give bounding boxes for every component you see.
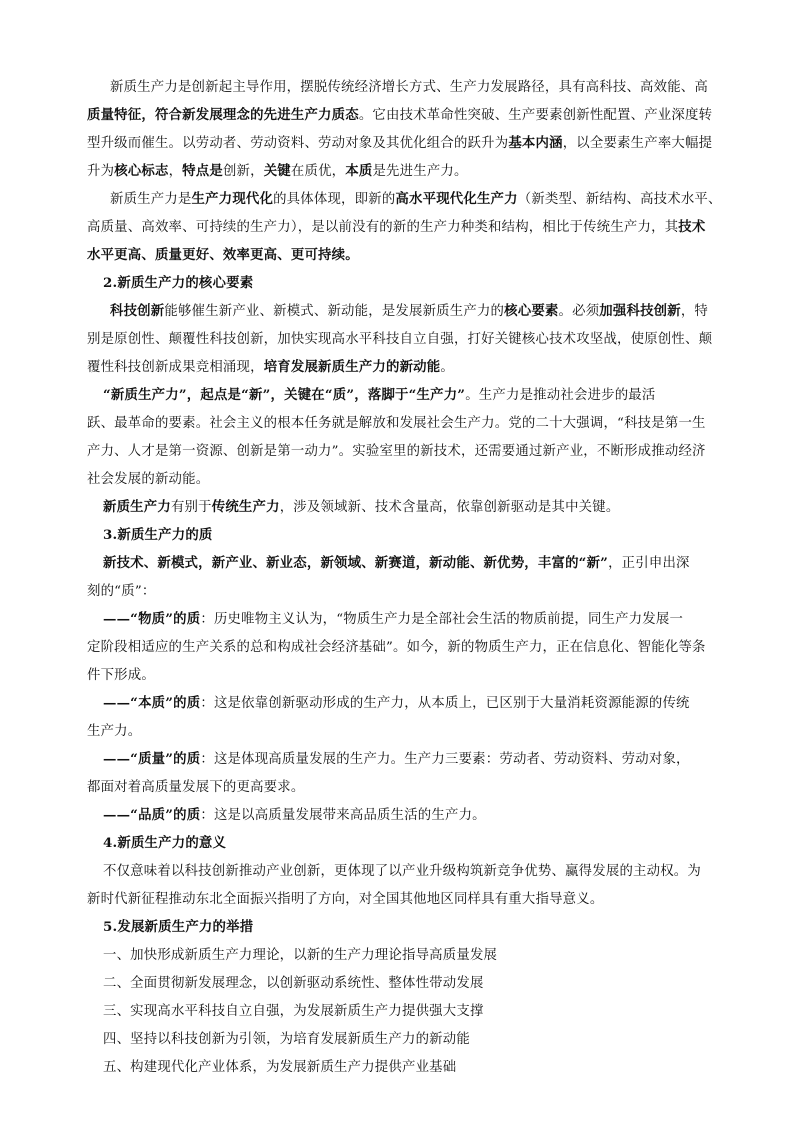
- text-run: 升为: [87, 164, 115, 179]
- bold-text: 科技创新: [110, 303, 165, 319]
- text-run: ：这是依靠创新驱动形成的生产力，从本质上，已区别于大量消耗资源能源的传统: [200, 696, 690, 711]
- text-run: 新时代新征程推动东北全面振兴指明了方向，对全国其他地区同样具有重大指导意义。: [87, 892, 604, 907]
- text-line: [110, 76, 708, 95]
- text-run: 覆性科技创新成果竞相涌现，: [87, 360, 264, 375]
- bold-text: 培育发展新质生产力的新动能: [263, 359, 441, 375]
- text-line: [103, 608, 683, 627]
- text-run: 创新，: [222, 164, 264, 179]
- text-line: [87, 356, 454, 375]
- text-run: 定阶段相适应的生产关系的总和构成社会经济基础”。如今，新的物质生产力，正在信息化、智能化等条: [87, 640, 706, 655]
- text-line: [87, 664, 155, 683]
- list-item: 四、坚持以科技创新为引领，为培育发展新质生产力的新动能: [103, 1032, 470, 1047]
- text-run: 型升级而催生。以劳动者、劳动资料、劳动对象及其优化组合的跃升为: [87, 136, 509, 151]
- bold-text: 特点是: [182, 163, 223, 179]
- bold-text: 传统生产力: [211, 499, 280, 515]
- text-line: [110, 300, 708, 319]
- text-line: [87, 440, 706, 459]
- text-line: [87, 580, 155, 599]
- bold-text: 质量特征，符合新发展理念的先进生产力质态: [87, 107, 359, 123]
- text-run: 跃、最革命的要素。社会主义的根本任务就是解放和发展社会生产力。党的二十大强调，“科技是第一生: [87, 416, 706, 431]
- text-line: [103, 692, 690, 711]
- text-run: 。它由技术革命性突破、生产要素创新性配置、产业深度转: [358, 108, 713, 123]
- text-run: 能够催生新产业、新模式、新动能，是发展新质生产力的: [164, 304, 505, 319]
- bold-text: ——“品质”的质: [103, 807, 201, 823]
- text-run: 的具体体现，即新的: [273, 192, 396, 207]
- bold-text: 高水平现代化生产力: [395, 191, 518, 207]
- text-run: （新类型、新结构、高技术水平、: [517, 192, 722, 207]
- text-line: [87, 132, 712, 151]
- bold-text: 加强科技创新: [599, 303, 681, 319]
- text-run: 是先进生产力。: [372, 164, 468, 179]
- text-run: 社会发展的新动能。: [87, 472, 210, 487]
- text-run: 不仅意味着以科技创新推动产业创新，更体现了以产业升级构筑新竞争优势、赢得发展的主动权。为: [103, 864, 701, 879]
- paragraph-grade-quality: [103, 804, 486, 823]
- bold-text: 基本内涵: [508, 135, 563, 151]
- text-run: 别是原创性、颠覆性科技创新，加快实现高水平科技自立自强，打好关键核心技术攻坚战，使原创性、颠: [87, 332, 713, 347]
- bold-text: “新质生产力”，起点是“新”，关键在“质”，落脚于“生产力”: [103, 387, 466, 403]
- bold-text: 关键: [263, 163, 291, 179]
- text-run: 生产力。: [87, 724, 142, 739]
- section-heading-4: 4.新质生产力的意义: [103, 835, 227, 851]
- text-run: 。必须: [558, 304, 600, 319]
- text-run: ，: [168, 164, 183, 179]
- text-run: ，正引申出深: [608, 556, 690, 571]
- text-line: [87, 468, 209, 487]
- list-item: 二、全面贯彻新发展理念，以创新驱动系统性、整体性带动发展: [103, 976, 484, 991]
- text-line: [87, 636, 706, 655]
- text-run: 件下形成。: [87, 668, 155, 683]
- section-heading-2: 2.新质生产力的核心要素: [103, 275, 254, 291]
- text-line: [87, 328, 712, 347]
- bold-text: ——“本质”的质: [103, 695, 201, 711]
- text-run: 。: [440, 360, 454, 375]
- text-run: 在质优，: [290, 164, 346, 179]
- text-run: 新质生产力是: [110, 192, 192, 207]
- paragraph-traditional-contrast: [103, 496, 619, 515]
- text-run: 都面对着高质量发展下的更高要求。: [87, 780, 305, 795]
- text-line: [103, 384, 656, 403]
- text-run: 。生产力是推动社会进步的最活: [465, 388, 656, 403]
- text-line: [87, 720, 141, 739]
- text-run: 产力、人才是第一资源、创新是第一动力”。实验室里的新技术，还需要通过新产业，不断形成推动经济: [87, 444, 706, 459]
- section-heading-3: 3.新质生产力的质: [103, 527, 213, 543]
- text-run: ：这是体现高质量发展的生产力。生产力三要素：劳动者、劳动资料、劳动对象，: [200, 752, 690, 767]
- bold-text: 技术: [678, 219, 706, 235]
- text-run: ，以全要素生产率大幅提: [562, 136, 713, 151]
- text-line: [103, 748, 690, 767]
- bold-text: ——“物质”的质: [103, 611, 201, 627]
- bold-text: 核心标志: [114, 163, 169, 179]
- bold-text: 本质: [345, 163, 373, 179]
- bold-text: 生产力现代化: [191, 191, 274, 207]
- text-line: [87, 244, 359, 263]
- text-run: 高质量、高效率、可持续的生产力），是以前没有的新的生产力种类和结构，相比于传统生产力，其: [87, 220, 679, 235]
- text-run: 有别于: [170, 500, 212, 515]
- list-item: 三、实现高水平科技自立自强，为发展新质生产力提供强大支撑: [103, 1004, 484, 1019]
- bold-text: 新技术、新模式，新产业、新业态，新领域、新赛道，新动能、新优势，丰富的“新”: [103, 555, 609, 571]
- text-line: [103, 552, 690, 571]
- text-run: ，特: [680, 304, 709, 319]
- text-line: [110, 188, 722, 207]
- text-line: [87, 888, 603, 907]
- text-line: [87, 216, 705, 235]
- bold-text: 新质生产力: [103, 499, 171, 515]
- list-item: 一、加快形成新质生产力理论，以新的生产力理论指导高质量发展: [103, 948, 498, 963]
- bold-text: ——“质量”的质: [103, 751, 201, 767]
- text-run: ：这是以高质量发展带来高品质生活的生产力。: [200, 808, 486, 823]
- text-run: 新质生产力是创新起主导作用，摆脱传统经济增长方式、生产力发展路径，具有高科技、高效能、高: [110, 80, 708, 95]
- text-line: [87, 104, 712, 123]
- text-line: [87, 412, 706, 431]
- section-heading-5: 5.发展新质生产力的举措: [103, 919, 254, 935]
- bold-text: 核心要素: [504, 303, 559, 319]
- text-run: ，涉及领域新、技术含量高，依靠创新驱动是其中关键。: [279, 500, 620, 515]
- bold-text: 水平更高、质量更好、效率更高、更可持续。: [87, 247, 359, 263]
- text-run: 刻的“质”：: [87, 584, 156, 599]
- list-item: 五、构建现代化产业体系，为发展新质生产力提供产业基础: [103, 1060, 457, 1075]
- text-line: [87, 160, 468, 179]
- text-run: ：历史唯物主义认为，“物质生产力是全部社会生活的物质前提，同生产力发展一: [200, 612, 684, 627]
- text-line: [87, 776, 304, 795]
- text-line: [103, 860, 701, 879]
